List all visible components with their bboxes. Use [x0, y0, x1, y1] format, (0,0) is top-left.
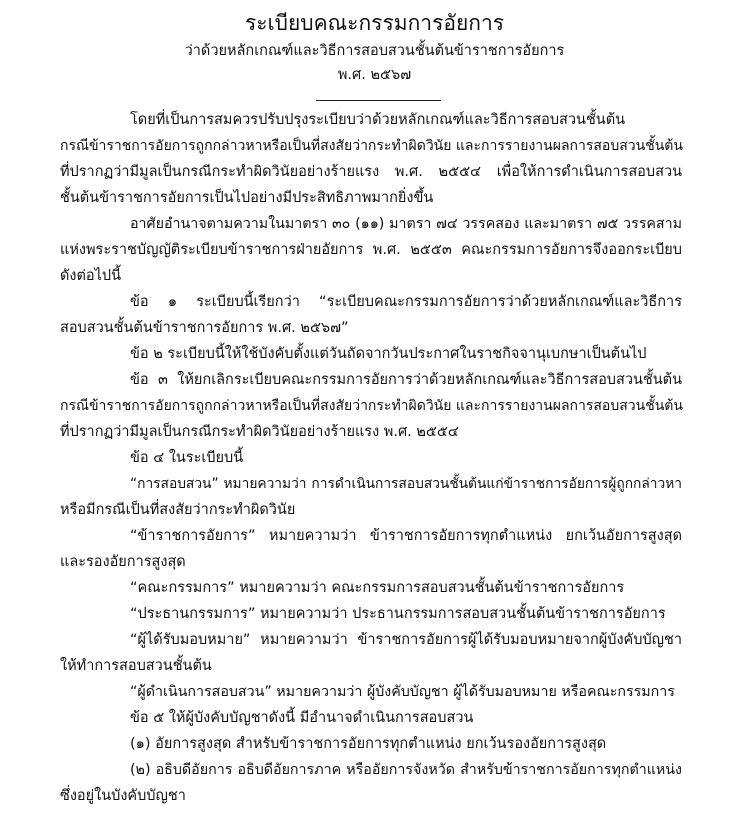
document-subtitle: ว่าด้วยหลักเกณฑ์และวิธีการสอบสวนชั้นต้นข้าราชการอัยการ [184, 43, 565, 59]
clause-5-item: ซึ่งอยู่ในบังคับบัญชา [60, 788, 186, 804]
preamble-line: กรณีข้าราชการอัยการถูกกล่าวหาหรือเป็นที่สงสัยว่ากระทำผิดวินัย และการรายงานผลการสอบสวนชั้นต้น [60, 138, 683, 154]
definition-line: “ผู้ดำเนินการสอบสวน” หมายความว่า ผู้บังคับบัญชา ผู้ได้รับมอบหมาย หรือคณะกรรมการ [130, 684, 675, 700]
definition-line: “ประธานกรรมการ” หมายความว่า ประธานกรรมการสอบสวนชั้นต้นข้าราชการอัยการ [130, 606, 666, 622]
clause-5-item: (๑) อัยการสูงสุด สำหรับข้าราชการอัยการทุกตำแหน่ง ยกเว้นรองอัยการสูงสุด [130, 736, 607, 752]
clause-3-line: ที่ปรากฏว่ามีมูลเป็นกรณีกระทำผิดวินัยอย่างร้ายแรง พ.ศ. ๒๕๕๔ [60, 424, 459, 440]
clause-2-line: ข้อ ๒ ระเบียบนี้ให้ใช้บังคับตั้งแต่วันถัดจากวันประกาศในราชกิจจานุเบกษาเป็นต้นไป [130, 346, 647, 362]
definition-line: ให้ทำการสอบสวนชั้นต้น [60, 658, 212, 674]
preamble-line: ชั้นต้นข้าราชการอัยการเป็นไปอย่างมีประสิทธิภาพมากยิ่งขึ้น [60, 190, 434, 206]
definition-line: “การสอบสวน” หมายความว่า การดำเนินการสอบสวนชั้นต้นแก่ข้าราชการอัยการผู้ถูกกล่าวหา [130, 476, 682, 492]
clause-1-line: สอบสวนชั้นต้นข้าราชการอัยการ พ.ศ. ๒๕๖๗” [60, 320, 349, 336]
document-year: พ.ศ. ๒๕๖๗ [337, 67, 412, 83]
document-title: ระเบียบคณะกรรมการอัยการ [244, 11, 505, 35]
definition-line: และรองอัยการสูงสุด [60, 554, 186, 570]
clause-3-line: กรณีข้าราชการอัยการถูกกล่าวหาหรือเป็นที่สงสัยว่ากระทำผิดวินัย และการรายงานผลการสอบสวนชั้นต้น [60, 398, 683, 414]
authority-line: อาศัยอำนาจตามความในมาตรา ๓๐ (๑๑) มาตรา ๗๔ วรรคสอง และมาตรา ๗๕ วรรคสาม [130, 216, 682, 232]
title-divider [316, 100, 441, 101]
clause-3-line: ข้อ ๓ ให้ยกเลิกระเบียบคณะกรรมการอัยการว่าด้วยหลักเกณฑ์และวิธีการสอบสวนชั้นต้น [130, 372, 682, 388]
definition-line: “ข้าราชการอัยการ” หมายความว่า ข้าราชการอัยการทุกตำแหน่ง ยกเว้นอัยการสูงสุด [130, 528, 682, 544]
clause-4-line: ข้อ ๔ ในระเบียบนี้ [130, 450, 244, 466]
clause-5-item: (๒) อธิบดีอัยการ อธิบดีอัยการภาค หรืออัยการจังหวัด สำหรับข้าราชการอัยการทุกตำแหน่ง [130, 762, 682, 778]
preamble-line: โดยที่เป็นการสมควรปรับปรุงระเบียบว่าด้วยหลักเกณฑ์และวิธีการสอบสวนชั้นต้น [130, 112, 626, 128]
definition-line: “คณะกรรมการ” หมายความว่า คณะกรรมการสอบสวนชั้นต้นข้าราชการอัยการ [130, 580, 625, 596]
authority-line: ดังต่อไปนี้ [60, 268, 122, 284]
clause-1-line: ข้อ ๑ ระเบียบนี้เรียกว่า “ระเบียบคณะกรรมการอัยการว่าด้วยหลักเกณฑ์และวิธีการ [130, 294, 682, 310]
clause-5-line: ข้อ ๕ ให้ผู้บังคับบัญชาดังนี้ มีอำนาจดำเนินการสอบสวน [130, 710, 474, 726]
definition-line: หรือมีกรณีเป็นที่สงสัยว่ากระทำผิดวินัย [60, 502, 296, 518]
preamble-line: ที่ปรากฏว่ามีมูลเป็นกรณีกระทำผิดวินัยอย่างร้ายแรง พ.ศ. ๒๕๕๔ เพื่อให้การดำเนินการสอบสวน [60, 164, 682, 180]
definition-line: “ผู้ได้รับมอบหมาย” หมายความว่า ข้าราชการอัยการผู้ได้รับมอบหมายจากผู้บังคับบัญชา [130, 632, 682, 648]
authority-line: แห่งพระราชบัญญัติระเบียบข้าราชการฝ่ายอัยการ พ.ศ. ๒๕๕๓ คณะกรรมการอัยการจึงออกระเบียบ [60, 242, 682, 258]
